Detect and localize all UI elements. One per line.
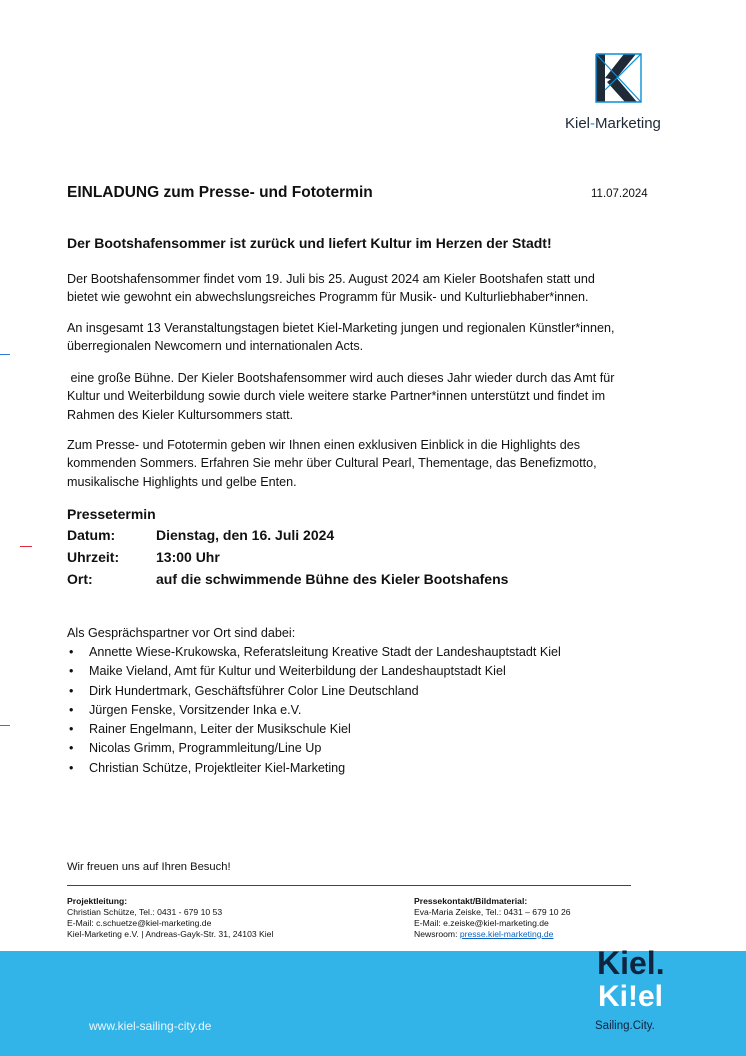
paragraph-3 — [67, 369, 687, 424]
partner-name: Christian Schütze, Projektleiter Kiel-Marketing — [89, 760, 346, 775]
paragraph-line: An insgesamt 13 Veranstaltungstagen bietet Kiel-Marketing jungen und regionalen Künstler*innen, — [67, 321, 615, 335]
divider — [67, 885, 631, 886]
datum-label: Datum: — [67, 527, 116, 543]
logo-line-1: Kiel. — [597, 945, 665, 981]
paragraph-line: überregionalen Newcomern und internationalen Acts. — [67, 339, 364, 354]
ort-label: Ort: — [67, 571, 93, 587]
list-item — [67, 759, 561, 778]
logo-wordmark: Kiel-Marketing — [565, 115, 661, 132]
list-item — [67, 662, 561, 681]
partner-name: Dirk Hundertmark, Geschäftsführer Color Line Deutschland — [89, 683, 419, 698]
footer-tagline: Sailing.City. — [595, 1020, 655, 1032]
page-title: EINLADUNG zum Presse- und Fototermin — [67, 184, 373, 201]
logo-line-2: Ki!el — [598, 980, 664, 1010]
partner-name: Jürgen Fenske, Vorsitzender Inka e.V. — [89, 702, 302, 717]
pressetermin-datum — [67, 527, 334, 543]
partner-name: Annette Wiese-Krukowska, Referatsleitung Kreative Stadt der Landeshauptstadt Kiel — [89, 645, 561, 659]
paragraph-1 — [67, 270, 687, 307]
partner-name: Nicolas Grimm, Programmleitung/Line Up — [89, 741, 322, 756]
contact-heading: Projektleitung: — [67, 896, 128, 906]
contact-phone: Christian Schütze, Tel.: 0431 - 679 10 53 — [67, 906, 223, 917]
document-date: 11.07.2024 — [591, 188, 648, 200]
fold-mark-2 — [0, 725, 10, 726]
paragraph-2 — [67, 319, 687, 356]
fold-mark-1 — [0, 354, 10, 355]
uhrzeit-value: 13:00 Uhr — [156, 549, 220, 565]
list-item — [67, 701, 561, 720]
datum-value: Dienstag, den 16. Juli 2024 — [156, 527, 335, 543]
contact-newsroom — [414, 929, 571, 940]
paragraph-line: eine große Bühne. Der Kieler Bootshafensommer wird auch dieses Jahr wieder durch das Amt für — [67, 371, 615, 385]
footer-url: www.kiel-sailing-city.de — [89, 1019, 212, 1033]
pressetermin-ort — [67, 571, 508, 587]
closing-line: Wir freuen uns auf Ihren Besuch! — [67, 861, 231, 873]
bullet-icon: • — [69, 702, 74, 717]
contact-address: Kiel-Marketing e.V. | Andreas-Gayk-Str. 31, 24103 Kiel — [67, 928, 274, 939]
partner-name: Rainer Engelmann, Leiter der Musikschule Kiel — [89, 722, 351, 737]
pressetermin-heading: Pressetermin — [67, 506, 156, 522]
contact-email: E-Mail: e.zeiske@kiel-marketing.de — [414, 917, 549, 928]
bullet-icon: • — [69, 683, 74, 698]
bullet-icon: • — [69, 760, 74, 775]
paragraph-line: Kultur und Weiterbildung sowie durch viele weitere starke Partner*innen unterstützt und findet im — [67, 389, 606, 404]
paragraph-line: kommenden Sommers. Erfahren Sie mehr über Cultural Pearl, Thementage, das Benefizmotto, — [67, 456, 597, 471]
paragraph-line: Rahmen des Kieler Kultursommers statt. — [67, 407, 294, 422]
bullet-icon: • — [69, 664, 74, 679]
uhrzeit-label: Uhrzeit: — [67, 549, 120, 565]
paragraph-4 — [67, 436, 687, 491]
ort-value: auf die schwimmende Bühne des Kieler Bootshafens — [156, 571, 509, 587]
kiel-sailing-city-logo-icon — [596, 944, 678, 1010]
pressetermin-uhrzeit — [67, 549, 220, 565]
list-item — [67, 682, 561, 701]
contact-pressekontakt — [414, 896, 571, 940]
bullet-icon: • — [69, 645, 74, 659]
partner-name: Maike Vieland, Amt für Kultur und Weiterbildung der Landeshauptstadt Kiel — [89, 664, 506, 679]
headline: Der Bootshafensommer ist zurück und liefert Kultur im Herzen der Stadt! — [67, 235, 552, 251]
paragraph-line: bietet wie gewohnt ein abwechslungsreiches Programm für Musik- und Kulturliebhaber*innen. — [67, 290, 589, 305]
contact-email: E-Mail: c.schuetze@kiel-marketing.de — [67, 917, 212, 928]
kiel-marketing-logo-icon — [594, 50, 644, 106]
punch-mark — [20, 546, 32, 547]
bullet-icon: • — [69, 741, 74, 756]
contact-phone: Eva-Maria Zeiske, Tel.: 0431 – 679 10 26 — [414, 906, 571, 917]
contact-projektleitung — [67, 896, 273, 940]
bullet-icon: • — [69, 722, 74, 737]
partners-list — [67, 643, 561, 778]
paragraph-line: musikalische Highlights und gelbe Enten. — [67, 474, 297, 489]
list-item — [67, 643, 561, 662]
paragraph-line: Zum Presse- und Fototermin geben wir Ihnen einen exklusiven Einblick in die Highlights des — [67, 438, 581, 452]
contact-heading: Pressekontakt/Bildmaterial: — [414, 896, 528, 906]
newsroom-link[interactable]: presse.kiel-marketing.de — [459, 928, 554, 939]
list-item — [67, 739, 561, 758]
list-item — [67, 720, 561, 739]
partners-intro: Als Gesprächspartner vor Ort sind dabei: — [67, 626, 296, 640]
newsroom-label: Newsroom: — [414, 928, 460, 939]
paragraph-line: Der Bootshafensommer findet vom 19. Juli bis 25. August 2024 am Kieler Bootshafen statt und — [67, 272, 595, 286]
